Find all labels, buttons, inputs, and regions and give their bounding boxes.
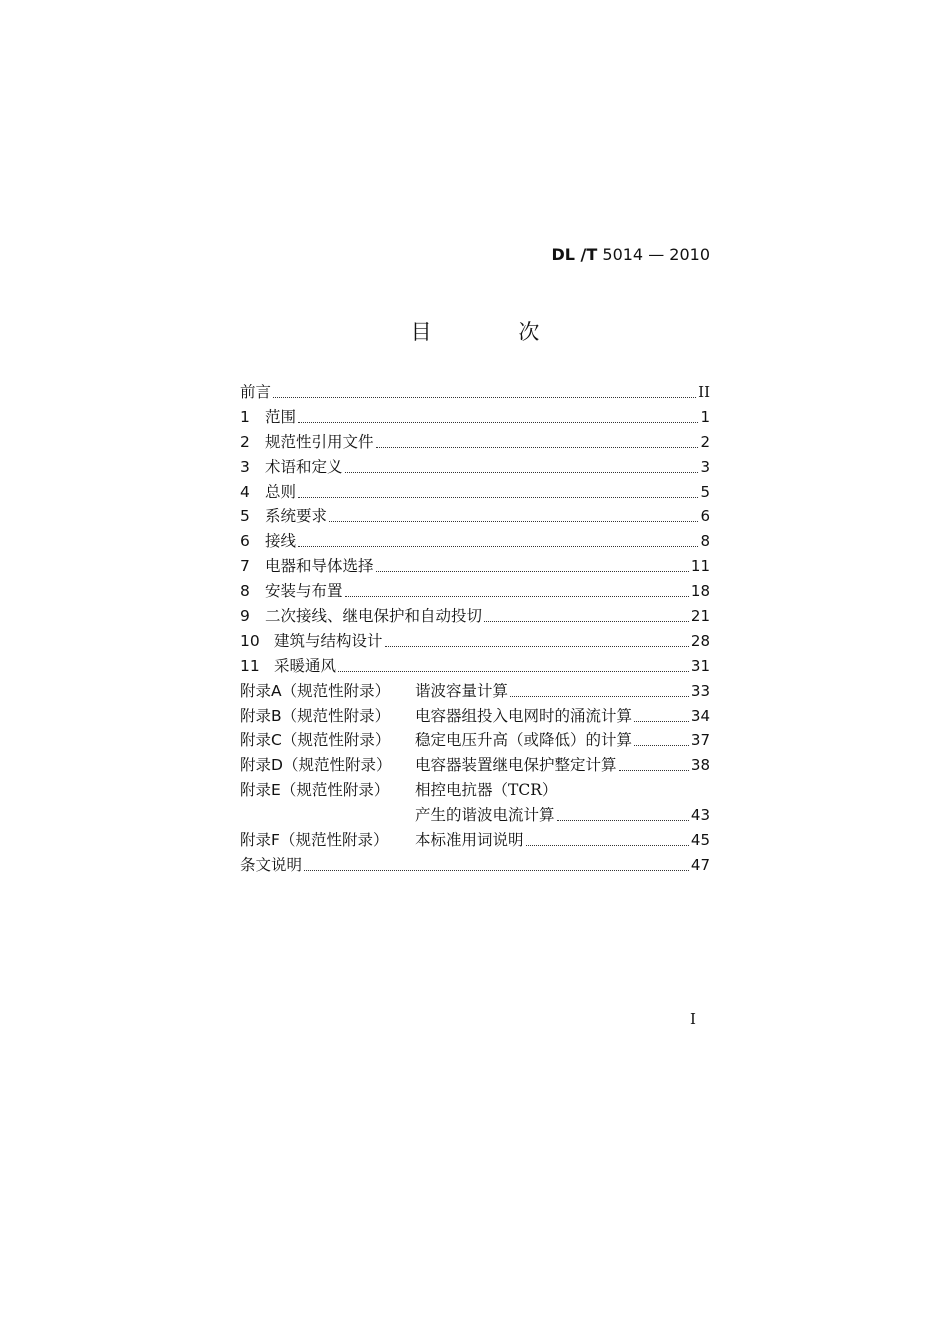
toc-entry-number: 1 (240, 407, 250, 426)
appendix-kind: （规范性附录） (282, 756, 392, 775)
toc-entry-title: 规范性引用文件 (265, 432, 374, 451)
toc-entry-number: 9 (240, 607, 250, 626)
toc-entry-3[interactable] (240, 455, 710, 480)
toc-entry-page: 18 (690, 582, 710, 601)
dot-leader (634, 721, 689, 722)
dot-leader (385, 646, 689, 647)
toc-entry-7[interactable] (240, 554, 710, 579)
dot-leader (345, 472, 699, 473)
appendix-word: 附录 (240, 681, 272, 700)
toc-entry-number: 6 (240, 532, 250, 551)
dot-leader (484, 621, 689, 622)
dot-leader (304, 870, 689, 871)
toc-entry-title: 相控电抗器（TCR） (415, 781, 558, 800)
appendix-kind: （规范性附录） (279, 831, 389, 850)
appendix-letter: D (271, 756, 283, 775)
toc-entry-title: 建筑与结构设计 (274, 631, 383, 650)
dot-leader (619, 770, 689, 771)
toc-entry-title: 安装与布置 (265, 582, 343, 601)
dot-leader (298, 497, 698, 498)
appendix-kind: （规范性附录） (281, 706, 391, 725)
toc-entry-2[interactable] (240, 430, 710, 455)
appendix-word: 附录 (240, 781, 272, 800)
toc-entry-title: 术语和定义 (265, 457, 343, 476)
toc-entry-10[interactable] (240, 629, 710, 654)
appendix-word: 附录 (240, 706, 272, 725)
dot-leader (634, 745, 689, 746)
toc-entry-page: 38 (690, 756, 710, 775)
toc-entry-page: 21 (690, 607, 710, 626)
appendix-prefix (240, 753, 415, 778)
toc-entry-page: 31 (690, 656, 710, 675)
dot-leader (273, 397, 696, 398)
toc-entry-page: II (698, 383, 710, 401)
toc-entry-page: 33 (690, 681, 710, 700)
toc-entry-page: 5 (700, 482, 710, 501)
appendix-kind: （规范性附录） (280, 781, 390, 800)
appendix-kind: （规范性附录） (281, 681, 391, 700)
toc-entry-page: 3 (700, 457, 710, 476)
toc-entry-page: 2 (700, 432, 710, 451)
toc-entry-title: 接线 (265, 532, 297, 551)
toc-entry-6[interactable] (240, 529, 710, 554)
toc-entry-title: 总则 (265, 482, 297, 501)
appendix-letter: B (271, 706, 282, 725)
dot-leader (526, 845, 689, 846)
toc-entry-title: 二次接线、继电保护和自动投切 (265, 607, 483, 626)
toc-entry-page: 11 (690, 557, 710, 576)
toc-entry-foreword[interactable] (240, 380, 710, 405)
toc-entry-number: 10 (240, 631, 260, 650)
toc-entry-number: 8 (240, 582, 250, 601)
appendix-letter: E (271, 781, 281, 800)
toc-entry-5[interactable] (240, 504, 710, 529)
toc-entry-explanation[interactable] (240, 853, 710, 878)
appendix-letter: A (271, 681, 282, 700)
appendix-word: 附录 (240, 731, 272, 750)
toc-entry-number: 3 (240, 457, 250, 476)
toc-entry-appendix-b[interactable] (240, 704, 710, 729)
toc-entry-title: 电器和导体选择 (265, 557, 374, 576)
dot-leader (329, 521, 698, 522)
toc-entry-page: 37 (690, 731, 710, 750)
toc-entry-1[interactable] (240, 405, 710, 430)
toc-entry-appendix-a[interactable] (240, 679, 710, 704)
toc-entry-appendix-e[interactable] (240, 778, 710, 803)
appendix-prefix (240, 828, 415, 853)
appendix-word: 附录 (240, 756, 272, 775)
appendix-word: 附录 (240, 831, 272, 850)
appendix-kind: （规范性附录） (281, 731, 391, 750)
appendix-prefix (240, 679, 415, 704)
standard-code-number: 5014 — 2010 (602, 245, 710, 264)
toc-entry-page: 47 (690, 855, 710, 874)
toc-entry-page: 43 (690, 806, 710, 825)
appendix-prefix (240, 728, 415, 753)
dot-leader (298, 546, 698, 547)
toc-entry-appendix-d[interactable] (240, 753, 710, 778)
appendix-prefix (240, 704, 415, 729)
toc-entry-title: 本标准用词说明 (415, 831, 524, 850)
standard-code (551, 245, 710, 264)
toc-entry-title: 电容器组投入电网时的涌流计算 (415, 706, 633, 725)
dot-leader (345, 596, 689, 597)
toc-entry-number: 5 (240, 507, 250, 526)
toc-entry-title: 谐波容量计算 (415, 681, 509, 700)
toc-entry-page: 1 (700, 407, 710, 426)
toc-entry-title: 电容器装置继电保护整定计算 (415, 756, 617, 775)
toc-entry-appendix-e-continued[interactable] (240, 803, 710, 828)
dot-leader (298, 422, 698, 423)
toc-entry-9[interactable] (240, 604, 710, 629)
toc-entry-11[interactable] (240, 654, 710, 679)
standard-code-prefix: DL /T (551, 245, 598, 264)
page-folio: I (690, 1010, 696, 1028)
appendix-letter: C (271, 731, 282, 750)
toc-entry-page: 6 (700, 507, 710, 526)
dot-leader (376, 447, 699, 448)
toc-title: 目 次 (410, 320, 580, 344)
dot-leader (557, 820, 689, 821)
toc-entry-title: 产生的谐波电流计算 (415, 806, 555, 825)
toc-entry-page: 34 (690, 706, 710, 725)
toc-entry-number: 7 (240, 557, 250, 576)
toc-entry-8[interactable] (240, 579, 710, 604)
toc-entry-appendix-f[interactable] (240, 828, 710, 853)
dot-leader (510, 696, 689, 697)
dot-leader (376, 571, 689, 572)
toc-entry-title: 采暖通风 (274, 656, 337, 675)
toc-entry-number: 2 (240, 432, 250, 451)
toc-entry-title: 系统要求 (265, 507, 328, 526)
toc-entry-page: 45 (690, 831, 710, 850)
toc-entry-title: 前言 (240, 383, 272, 401)
toc-entry-title: 稳定电压升高（或降低）的计算 (415, 731, 633, 750)
table-of-contents (240, 380, 710, 878)
toc-entry-page: 8 (700, 532, 710, 551)
dot-leader (338, 671, 689, 672)
appendix-letter: F (271, 831, 280, 850)
toc-entry-title: 范围 (265, 407, 297, 426)
toc-entry-number: 4 (240, 482, 250, 501)
toc-entry-4[interactable] (240, 480, 710, 505)
toc-entry-title: 条文说明 (240, 855, 303, 874)
appendix-prefix (240, 778, 415, 803)
toc-entry-appendix-c[interactable] (240, 728, 710, 753)
toc-entry-number: 11 (240, 656, 260, 675)
toc-entry-page: 28 (690, 631, 710, 650)
